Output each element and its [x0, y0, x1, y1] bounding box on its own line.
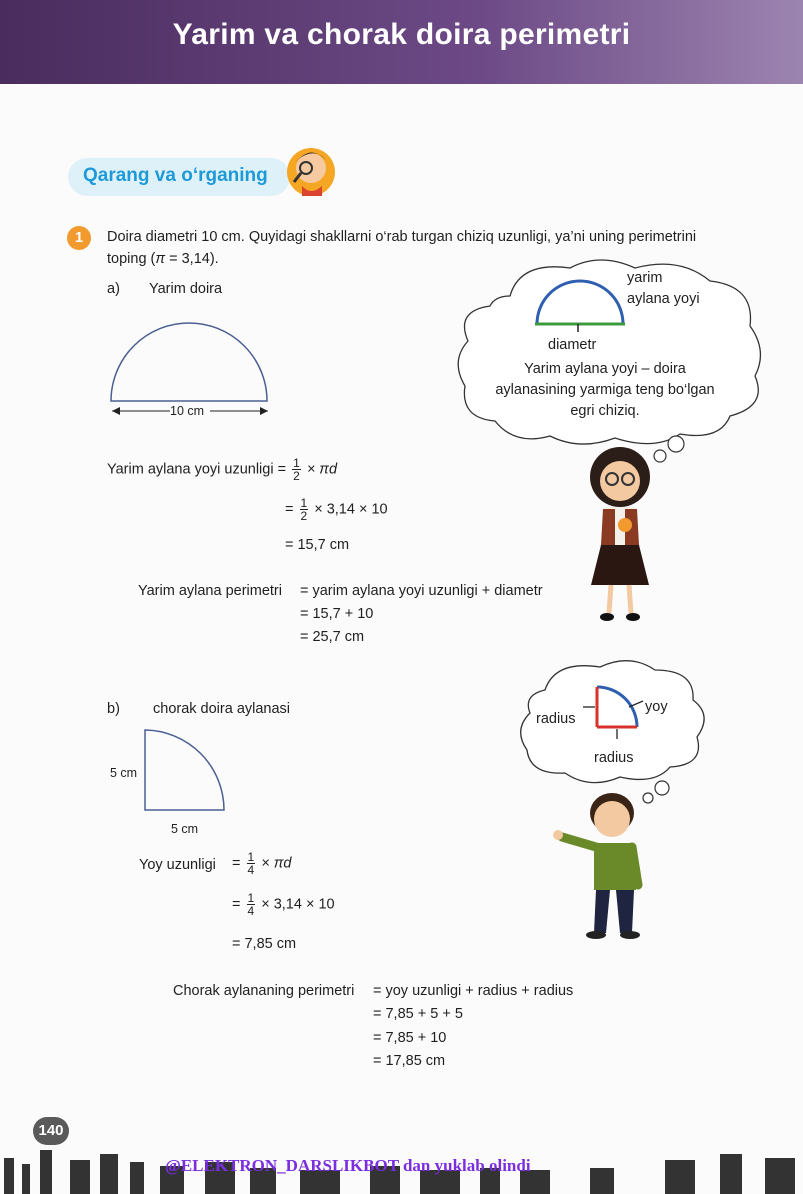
quarter-side-label: 5 cm: [110, 766, 138, 780]
quarter-perimeter-lead: Chorak aylananing perimetri: [173, 983, 355, 999]
page-number: 140: [33, 1117, 69, 1145]
arc-length-result: = 15,7 cm: [285, 537, 350, 553]
cloud-label-arc: yoy: [645, 699, 668, 715]
cloud-label-arc-2: aylana yoyi: [627, 291, 700, 307]
quarter-arc-line1: = $\frac{1}{4}$ × πd: [232, 850, 292, 877]
cloud-label-radius-left: radius: [536, 711, 576, 727]
fraction-half: $\frac{1}{2}$: [293, 456, 300, 483]
cloud-label-radius-bottom: radius: [594, 750, 634, 766]
arc-length-line1: Yarim aylana yoyi uzunligi = $\frac{1}{2}$ × πd: [107, 456, 338, 483]
task-text-line2: toping (π = 3,14).: [107, 251, 219, 267]
quarter-perimeter-step1: = 7,85 + 5 + 5: [373, 1006, 463, 1022]
student-magnifier-icon: [282, 138, 340, 200]
arc-length-line2: = $\frac{1}{2}$ × 3,14 × 10: [285, 496, 388, 523]
boy-pointing-icon: [550, 785, 645, 945]
fraction-half: $\frac{1}{2}$: [300, 496, 308, 523]
quarter-perimeter-step2: = 7,85 + 10: [373, 1030, 447, 1046]
cloud-label-diameter: diametr: [548, 337, 597, 353]
fraction-quarter: $\frac{1}{4}$: [247, 891, 255, 918]
quarter-bottom-label: 5 cm: [171, 822, 199, 836]
section-label: Qarang va o‘rganing: [83, 165, 268, 186]
watermark-text: @ELEKTRON_DARSLIKBOT dan yuklab olindi: [165, 1156, 531, 1175]
semicircle-perimeter-result: = 25,7 cm: [300, 629, 365, 645]
quarter-perimeter-formula: = yoy uzunligi + radius + radius: [373, 983, 574, 999]
part-a-title: Yarim doira: [149, 281, 223, 297]
part-a-letter: a): [107, 281, 120, 297]
semicircle-perimeter-step: = 15,7 + 10: [300, 606, 374, 622]
semicircle-perimeter-lead: Yarim aylana perimetri: [138, 583, 282, 599]
part-b-letter: b): [107, 701, 120, 717]
page-title: Yarim va chorak doira perimetri: [172, 18, 631, 51]
part-b-title: chorak doira aylanasi: [153, 701, 291, 717]
semicircle-diameter-label: 10 cm: [170, 404, 205, 418]
cloud-label-arc-1: yarim: [627, 270, 663, 286]
quarter-arc-result: = 7,85 cm: [232, 936, 297, 952]
fraction-quarter: $\frac{1}{4}$: [247, 850, 255, 877]
task-number-badge: 1: [67, 226, 91, 250]
cloud-definition-line3: egri chiziq.: [570, 403, 640, 419]
girl-thinking-icon: [575, 445, 665, 625]
quarter-arc-line2: = $\frac{1}{4}$ × 3,14 × 10: [232, 891, 335, 918]
cloud-definition-line2: aylanasining yarmiga teng bo‘lgan: [495, 382, 715, 398]
cloud-definition-line1: Yarim aylana yoyi – doira: [524, 361, 686, 377]
quarter-arc-lead: Yoy uzunligi: [139, 857, 216, 873]
quarter-perimeter-result: = 17,85 cm: [373, 1053, 446, 1069]
semicircle-perimeter-formula: = yarim aylana yoyi uzunligi + diametr: [300, 583, 543, 599]
task-text-line1: Doira diametri 10 cm. Quyidagi shakllarni o‘rab turgan chiziq uzunligi, ya’ni uning perimetrini: [107, 229, 697, 245]
quarter-circle-figure: [140, 724, 232, 816]
thought-cloud-quarter: [515, 655, 715, 805]
